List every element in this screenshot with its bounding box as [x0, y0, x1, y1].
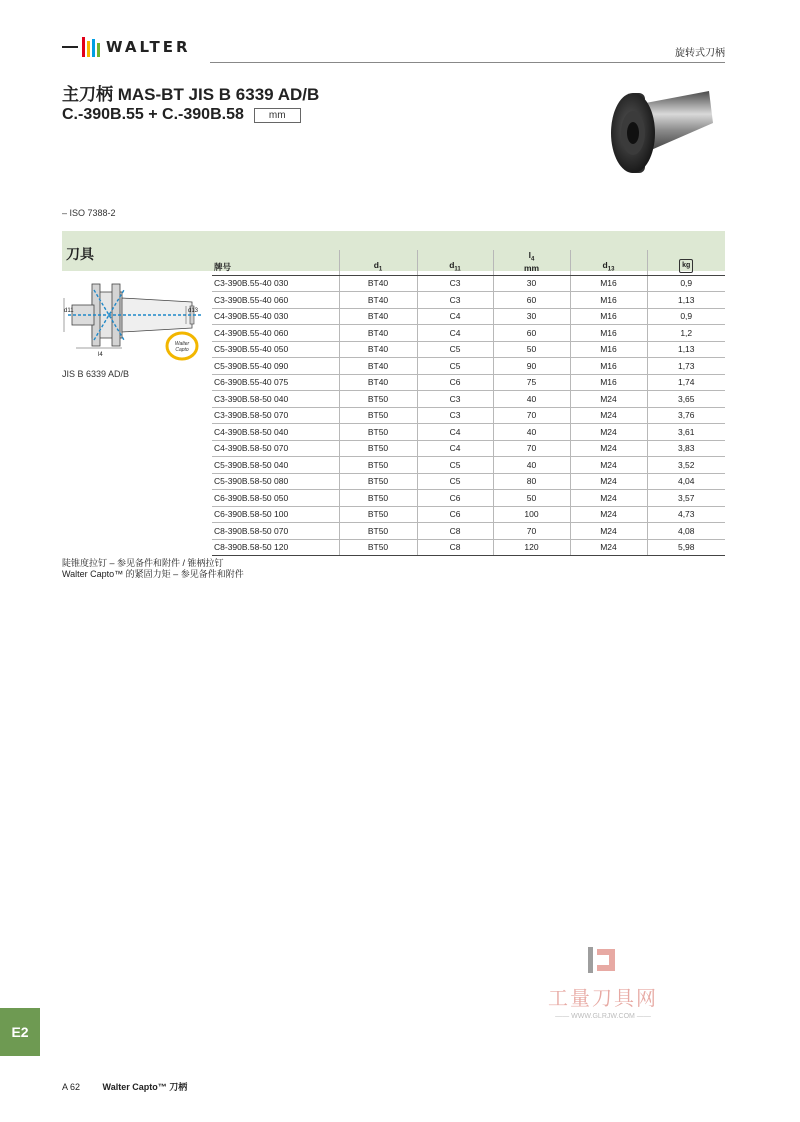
footer: [62, 1080, 187, 1093]
footer-title: Walter Capto™ 刀柄: [102, 1082, 188, 1092]
cell-l4: 70: [493, 440, 570, 457]
standard-reference: – ISO 7388-2: [62, 208, 116, 218]
cell-d13: M16: [570, 308, 647, 325]
cell-weight: 3,52: [647, 457, 725, 474]
cell-d1: BT40: [339, 358, 417, 375]
cell-d11: C6: [417, 490, 493, 507]
cell-l4: 40: [493, 391, 570, 408]
capto-badge-line1: Walter: [174, 341, 190, 347]
col-d13: $d_{13}$: [570, 250, 647, 275]
cell-weight: 4,04: [647, 473, 725, 490]
cell-weight: 1,2: [647, 325, 725, 342]
cell-designation: C3-390B.58-50 040: [212, 391, 339, 408]
cell-d11: C6: [417, 374, 493, 391]
cell-weight: 3,57: [647, 490, 725, 507]
cell-d11: C5: [417, 341, 493, 358]
drawing-label-d11: d11: [64, 308, 74, 314]
product-codes: C.-390B.55 + C.-390B.58: [62, 106, 244, 123]
table-row: [212, 523, 725, 540]
page-subtitle: [62, 106, 301, 124]
cell-d13: M24: [570, 473, 647, 490]
unit-badge: mm: [254, 108, 301, 123]
cell-designation: C4-390B.55-40 030: [212, 308, 339, 325]
cell-d11: C5: [417, 457, 493, 474]
note-retention-knob: 陡锥度拉钉 – 参见备件和附件 / 锥柄拉钉: [62, 558, 224, 568]
cell-d11: C5: [417, 358, 493, 375]
cell-l4: 100: [493, 506, 570, 523]
col-d11: $d_{11}$: [417, 250, 493, 275]
cell-weight: 3,61: [647, 424, 725, 441]
table-row: [212, 457, 725, 474]
cell-d1: BT50: [339, 490, 417, 507]
cell-weight: 0,9: [647, 275, 725, 292]
cell-d13: M16: [570, 292, 647, 309]
cell-l4: 70: [493, 407, 570, 424]
cell-d1: BT40: [339, 374, 417, 391]
cell-designation: C4-390B.58-50 070: [212, 440, 339, 457]
cell-designation: C5-390B.55-40 050: [212, 341, 339, 358]
cell-l4: 50: [493, 490, 570, 507]
cell-d11: C3: [417, 275, 493, 292]
cell-d13: M16: [570, 374, 647, 391]
table-row: [212, 308, 725, 325]
cell-designation: C4-390B.58-50 040: [212, 424, 339, 441]
cell-d13: M24: [570, 440, 647, 457]
cell-d13: M24: [570, 523, 647, 540]
cell-l4: 80: [493, 473, 570, 490]
table-row: [212, 407, 725, 424]
cell-d11: C5: [417, 473, 493, 490]
cell-l4: 120: [493, 539, 570, 556]
drawing-label-l4: l4: [98, 352, 103, 358]
cell-d13: M24: [570, 539, 647, 556]
cell-weight: 1,73: [647, 358, 725, 375]
cell-d11: C3: [417, 292, 493, 309]
table-row: [212, 539, 725, 556]
table-row: [212, 341, 725, 358]
cell-weight: 5,98: [647, 539, 725, 556]
cell-d1: BT40: [339, 308, 417, 325]
cell-weight: 4,08: [647, 523, 725, 540]
cell-l4: 60: [493, 292, 570, 309]
weight-kg-icon: kg: [679, 259, 693, 273]
cell-designation: C3-390B.58-50 070: [212, 407, 339, 424]
cell-d11: C4: [417, 440, 493, 457]
cell-d1: BT50: [339, 407, 417, 424]
watermark: [538, 945, 668, 1020]
table-row: [212, 490, 725, 507]
cell-d11: C4: [417, 308, 493, 325]
cell-d1: BT40: [339, 341, 417, 358]
section-label: 旋转式刀柄: [675, 48, 725, 59]
table-row: [212, 391, 725, 408]
capto-badge-line2: Capto: [175, 347, 189, 353]
table-row: [212, 275, 725, 292]
cell-d1: BT50: [339, 523, 417, 540]
cell-d1: BT40: [339, 292, 417, 309]
cell-d11: C4: [417, 424, 493, 441]
cell-d11: C8: [417, 539, 493, 556]
cell-d13: M24: [570, 490, 647, 507]
watermark-logo-icon: [585, 945, 621, 975]
drawing-caption: JIS B 6339 AD/B: [62, 369, 130, 379]
note-tightening-torque: Walter Capto™ 的紧固力矩 – 参见备件和附件: [62, 569, 244, 579]
table-row: [212, 506, 725, 523]
cell-d13: M24: [570, 457, 647, 474]
cell-d13: M16: [570, 358, 647, 375]
logo-color-bars: [82, 37, 100, 57]
logo-dash: [62, 46, 78, 48]
table-row: [212, 440, 725, 457]
cell-designation: C5-390B.55-40 090: [212, 358, 339, 375]
cell-l4: 70: [493, 523, 570, 540]
page-number: A 62: [62, 1082, 81, 1092]
header-divider: [210, 62, 725, 63]
chapter-tab: E2: [0, 1008, 40, 1056]
cell-designation: C6-390B.55-40 075: [212, 374, 339, 391]
table-row: [212, 424, 725, 441]
cell-weight: 3,76: [647, 407, 725, 424]
table-row: [212, 358, 725, 375]
cell-d13: M24: [570, 391, 647, 408]
cell-d1: BT50: [339, 506, 417, 523]
cell-designation: C5-390B.58-50 080: [212, 473, 339, 490]
page-title: 主刀柄 MAS-BT JIS B 6339 AD/B: [62, 85, 320, 104]
col-weight: [647, 250, 725, 275]
cell-d1: BT50: [339, 424, 417, 441]
notes: [62, 558, 244, 580]
col-l4: $l_4$ mm: [493, 250, 570, 275]
tool-holder-photo: [605, 83, 717, 179]
cell-weight: 4,73: [647, 506, 725, 523]
cell-d11: C4: [417, 325, 493, 342]
table-row: [212, 325, 725, 342]
cell-d13: M16: [570, 325, 647, 342]
cell-designation: C4-390B.55-40 060: [212, 325, 339, 342]
walter-logo: [62, 36, 191, 58]
cell-designation: C6-390B.58-50 100: [212, 506, 339, 523]
cell-l4: 60: [493, 325, 570, 342]
cell-d1: BT50: [339, 440, 417, 457]
table-row: [212, 292, 725, 309]
cell-designation: C6-390B.58-50 050: [212, 490, 339, 507]
cell-d11: C3: [417, 391, 493, 408]
table-row: [212, 473, 725, 490]
table-header-row: [212, 250, 725, 275]
cell-weight: 0,9: [647, 308, 725, 325]
cell-l4: 50: [493, 341, 570, 358]
cell-l4: 40: [493, 424, 570, 441]
technical-drawing: [62, 272, 207, 362]
section-title: 刀具: [66, 246, 94, 262]
cell-l4: 90: [493, 358, 570, 375]
cell-d11: C6: [417, 506, 493, 523]
cell-designation: C5-390B.58-50 040: [212, 457, 339, 474]
brand-name: WALTER: [106, 38, 191, 56]
cell-weight: 3,65: [647, 391, 725, 408]
cell-l4: 75: [493, 374, 570, 391]
cell-d11: C8: [417, 523, 493, 540]
cell-l4: 40: [493, 457, 570, 474]
cell-d1: BT50: [339, 473, 417, 490]
col-d1: $d_1$: [339, 250, 417, 275]
cell-d13: M16: [570, 275, 647, 292]
cell-d13: M24: [570, 506, 647, 523]
cell-d13: M24: [570, 424, 647, 441]
cell-d1: BT40: [339, 325, 417, 342]
cell-d13: M16: [570, 341, 647, 358]
drawing-label-d13: d13: [188, 308, 199, 314]
cell-designation: C3-390B.55-40 060: [212, 292, 339, 309]
cell-designation: C3-390B.55-40 030: [212, 275, 339, 292]
cell-d11: C3: [417, 407, 493, 424]
cell-weight: 1,13: [647, 341, 725, 358]
col-designation: 牌号: [212, 250, 339, 275]
cell-d1: BT50: [339, 391, 417, 408]
cell-weight: 1,13: [647, 292, 725, 309]
tool-table: [212, 250, 725, 556]
watermark-url: —— WWW.GLRJW.COM ——: [555, 1013, 651, 1020]
cell-d1: BT40: [339, 275, 417, 292]
cell-designation: C8-390B.58-50 070: [212, 523, 339, 540]
cell-l4: 30: [493, 308, 570, 325]
cell-designation: C8-390B.58-50 120: [212, 539, 339, 556]
cell-d13: M24: [570, 407, 647, 424]
cell-weight: 1,74: [647, 374, 725, 391]
cell-d1: BT50: [339, 539, 417, 556]
cell-l4: 30: [493, 275, 570, 292]
cell-d1: BT50: [339, 457, 417, 474]
watermark-text: 工量刀具网: [548, 988, 658, 1010]
cell-weight: 3,83: [647, 440, 725, 457]
table-row: [212, 374, 725, 391]
